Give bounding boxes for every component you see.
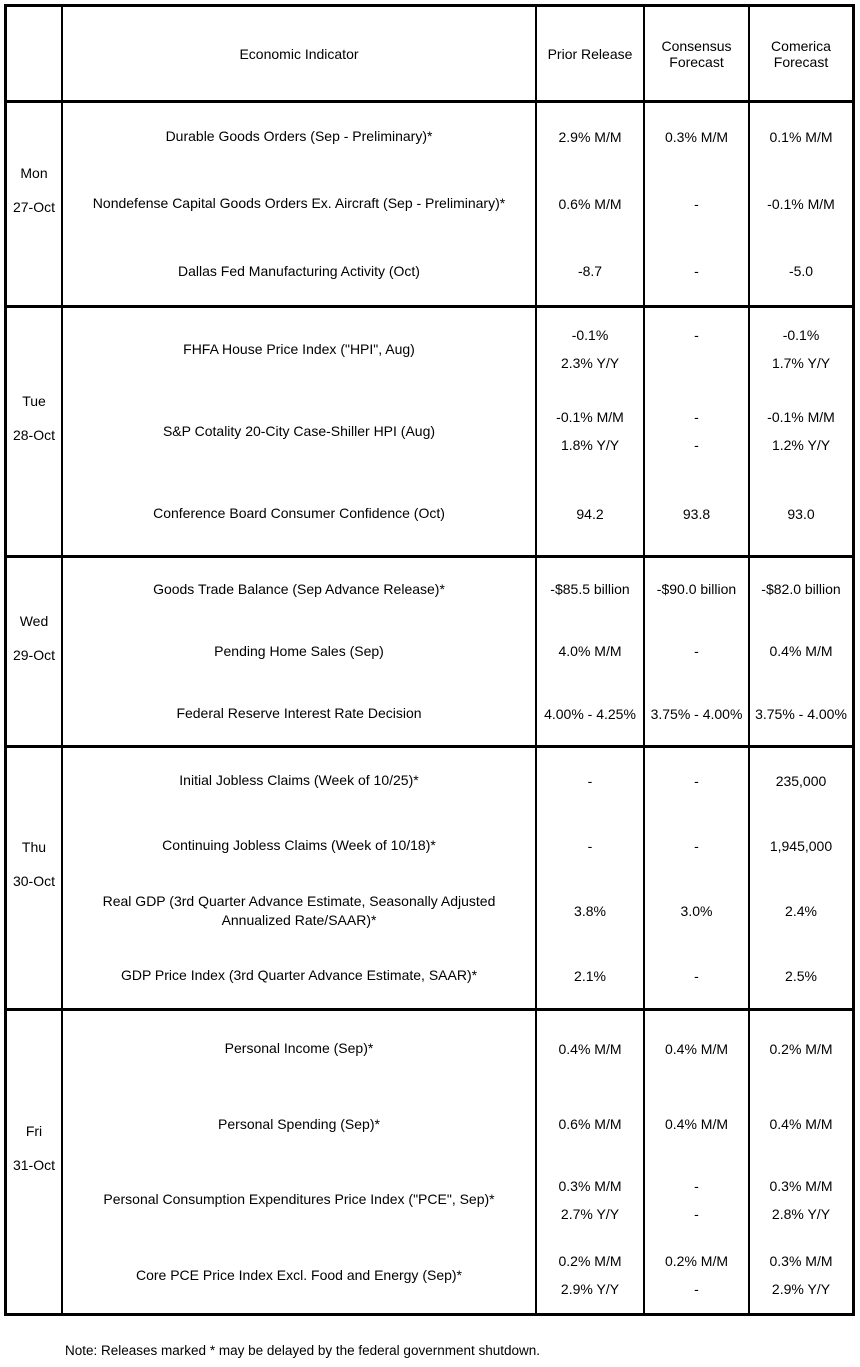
consensus-value: - [694, 1205, 699, 1222]
prior-release-value: 1.8% Y/Y [560, 437, 620, 454]
consensus-value [694, 349, 699, 377]
indicator-cell [63, 620, 537, 682]
consensus-value: 0.2% M/M [664, 1253, 728, 1270]
table-row [63, 308, 852, 390]
comerica-value: 0.4% M/M [769, 1116, 833, 1133]
day-name: Thu [21, 839, 47, 855]
consensus-value: 0.4% M/M [664, 1040, 728, 1057]
comerica-value: 1.2% Y/Y [771, 437, 831, 454]
prior-release-cell [537, 170, 645, 237]
consensus-forecast-cell [645, 1238, 750, 1314]
day-date: 28-Oct [12, 426, 55, 443]
day-name: Fri [25, 1123, 43, 1139]
table-row [63, 683, 852, 745]
prior-release-value: -8.7 [577, 263, 603, 280]
comerica-forecast-cell [750, 558, 852, 620]
prior-release-cell [537, 238, 645, 305]
indicator-label: Initial Jobless Claims (Week of 10/25)* [179, 772, 419, 788]
table-row [63, 473, 852, 555]
consensus-forecast-cell [645, 683, 750, 745]
consensus-forecast-cell [645, 620, 750, 682]
indicator-cell [63, 1087, 537, 1163]
consensus-forecast-cell [645, 1087, 750, 1163]
prior-release-cell [537, 308, 645, 390]
day-cell [7, 103, 63, 305]
header-comerica-forecast: Comerica Forecast [771, 37, 831, 70]
comerica-forecast-cell [750, 473, 852, 555]
indicator-cell [63, 1238, 537, 1314]
table-header-row [7, 7, 852, 100]
table-row [63, 103, 852, 170]
indicator-cell [63, 473, 537, 555]
indicator-cell [63, 878, 537, 943]
consensus-value: - [694, 837, 699, 854]
comerica-value: -5.0 [788, 263, 814, 280]
day-name: Mon [20, 165, 48, 181]
indicator-cell [63, 813, 537, 878]
comerica-value: 235,000 [775, 772, 827, 789]
prior-release-cell [537, 620, 645, 682]
table-row [63, 943, 852, 1008]
comerica-forecast-cell [750, 878, 852, 943]
comerica-value: 0.4% M/M [769, 643, 833, 660]
comerica-value: 2.4% [785, 902, 817, 919]
consensus-forecast-cell [645, 558, 750, 620]
comerica-value: 3.75% - 4.00% [755, 705, 847, 722]
comerica-forecast-cell [750, 390, 852, 472]
header-consensus-forecast: Consensus Forecast [645, 7, 750, 100]
comerica-forecast-cell [750, 308, 852, 390]
table-row [63, 170, 852, 237]
comerica-value: 2.9% Y/Y [771, 1281, 831, 1298]
comerica-forecast-cell [750, 683, 852, 745]
consensus-value: 3.75% - 4.00% [650, 705, 743, 722]
consensus-value: - [694, 437, 699, 454]
day-cell [7, 308, 63, 555]
table-row [63, 878, 852, 943]
consensus-value: - [694, 967, 699, 984]
prior-release-value: 2.9% Y/Y [560, 1281, 620, 1298]
prior-release-value: - [587, 837, 593, 854]
indicator-cell [63, 103, 537, 170]
consensus-value: 3.0% [680, 902, 713, 919]
indicator-cell [63, 558, 537, 620]
prior-release-cell [537, 1162, 645, 1238]
comerica-forecast-cell [750, 813, 852, 878]
indicator-cell [63, 238, 537, 305]
consensus-forecast-cell [645, 943, 750, 1008]
consensus-value: - [694, 772, 699, 789]
section-mon-27-oct [7, 100, 852, 305]
section-thu-30-oct [7, 745, 852, 1008]
day-date: 29-Oct [12, 646, 55, 663]
comerica-value: -0.1% M/M [767, 409, 835, 426]
prior-release-value: -$85.5 billion [550, 581, 630, 598]
consensus-value: 0.4% M/M [664, 1116, 728, 1133]
comerica-value: 0.1% M/M [769, 128, 833, 145]
prior-release-value: 4.0% M/M [558, 643, 622, 660]
prior-release-value: 0.6% M/M [558, 1116, 622, 1133]
consensus-forecast-cell [645, 813, 750, 878]
comerica-value: 1,945,000 [769, 837, 833, 854]
comerica-value: 93.0 [787, 505, 815, 522]
header-economic-indicator: Economic Indicator [63, 7, 537, 100]
consensus-forecast-cell [645, 238, 750, 305]
indicator-label: Continuing Jobless Claims (Week of 10/18)* [162, 837, 436, 853]
prior-release-cell [537, 103, 645, 170]
prior-release-cell [537, 943, 645, 1008]
section-fri-31-oct [7, 1008, 852, 1313]
comerica-forecast-cell [750, 1162, 852, 1238]
comerica-value: -0.1% [782, 327, 820, 344]
prior-release-value: 0.2% M/M [558, 1253, 622, 1270]
indicator-label: Core PCE Price Index Excl. Food and Energy (Sep)* [135, 1266, 463, 1283]
indicator-cell [63, 1162, 537, 1238]
section-wed-29-oct [7, 555, 852, 745]
indicator-label: Goods Trade Balance (Sep Advance Release)* [153, 580, 445, 597]
prior-release-value: -0.1% M/M [556, 409, 624, 426]
consensus-forecast-cell [645, 390, 750, 472]
indicator-label: S&P Cotality 20-City Case-Shiller HPI (Aug) [162, 422, 436, 439]
comerica-forecast-cell [750, 943, 852, 1008]
consensus-forecast-cell [645, 473, 750, 555]
consensus-forecast-cell [645, 308, 750, 390]
table-row [63, 238, 852, 305]
table-row [63, 1162, 852, 1238]
consensus-forecast-cell [645, 1011, 750, 1087]
comerica-value: 2.8% Y/Y [771, 1205, 831, 1222]
indicator-cell [63, 683, 537, 745]
comerica-value: 0.3% M/M [769, 1177, 833, 1194]
consensus-value: - [694, 643, 699, 660]
comerica-value: -$82.0 billion [761, 581, 841, 598]
section-rows [63, 558, 852, 745]
section-rows [63, 748, 852, 1008]
indicator-label: FHFA House Price Index ("HPI", Aug) [183, 340, 415, 357]
comerica-forecast-cell [750, 748, 852, 813]
table-row [63, 748, 852, 813]
day-cell [7, 1011, 63, 1313]
indicator-label: Durable Goods Orders (Sep - Preliminary)* [165, 128, 433, 145]
indicator-label: Conference Board Consumer Confidence (Oct) [153, 505, 445, 522]
prior-release-value: 2.1% [574, 967, 606, 984]
table-row [63, 1011, 852, 1087]
table-row [63, 1238, 852, 1314]
indicator-label: Real GDP (3rd Quarter Advance Estimate, Seasonally Adjusted Annualized Rate/SAAR)* [102, 892, 496, 928]
header-day-cell [7, 7, 63, 100]
indicator-cell [63, 390, 537, 472]
prior-release-value: 4.00% - 4.25% [544, 705, 636, 722]
consensus-forecast-cell [645, 103, 750, 170]
consensus-forecast-cell [645, 170, 750, 237]
prior-release-value: 2.9% M/M [558, 128, 622, 145]
indicator-cell [63, 170, 537, 237]
prior-release-value: 94.2 [576, 505, 604, 522]
consensus-value: - [694, 1281, 699, 1298]
prior-release-cell [537, 813, 645, 878]
table-row [63, 813, 852, 878]
header-prior-release: Prior Release [537, 7, 645, 100]
prior-release-cell [537, 683, 645, 745]
indicator-cell [63, 748, 537, 813]
table-row [63, 1087, 852, 1163]
comerica-forecast-cell [750, 1011, 852, 1087]
comerica-value: 0.2% M/M [769, 1040, 833, 1057]
comerica-value: 0.3% M/M [769, 1253, 833, 1270]
consensus-value: - [694, 409, 699, 426]
comerica-value: 1.7% Y/Y [771, 355, 831, 372]
indicator-label: GDP Price Index (3rd Quarter Advance Estimate, SAAR)* [120, 967, 478, 983]
prior-release-cell [537, 1087, 645, 1163]
consensus-value: 93.8 [682, 505, 711, 522]
consensus-value: - [694, 327, 699, 344]
indicator-cell [63, 943, 537, 1008]
section-tue-28-oct [7, 305, 852, 555]
prior-release-value: 2.3% Y/Y [560, 355, 620, 372]
indicator-label: Personal Spending (Sep)* [218, 1115, 380, 1132]
comerica-value: 2.5% [785, 967, 817, 984]
day-name: Wed [19, 612, 49, 629]
prior-release-value: 0.4% M/M [558, 1040, 622, 1057]
consensus-forecast-cell [645, 878, 750, 943]
prior-release-cell [537, 878, 645, 943]
indicator-cell [63, 308, 537, 390]
prior-release-cell [537, 558, 645, 620]
consensus-value: - [694, 1177, 699, 1194]
indicator-cell [63, 1011, 537, 1087]
prior-release-value: 3.8% [574, 902, 606, 919]
prior-release-value: -0.1% [571, 327, 609, 344]
indicator-label: Personal Income (Sep)* [224, 1040, 374, 1057]
consensus-forecast-cell [645, 748, 750, 813]
day-date: 27-Oct [12, 199, 55, 215]
day-name: Tue [22, 392, 46, 409]
table-row [63, 620, 852, 682]
prior-release-cell [537, 390, 645, 472]
table-row [63, 390, 852, 472]
consensus-value: -$90.0 billion [656, 581, 737, 598]
economic-calendar-table [4, 4, 855, 1316]
prior-release-cell [537, 748, 645, 813]
prior-release-cell [537, 1011, 645, 1087]
indicator-label: Pending Home Sales (Sep) [214, 642, 384, 659]
footnote: Note: Releases marked * may be delayed by the federal government shutdown. [65, 1343, 541, 1358]
indicator-label: Dallas Fed Manufacturing Activity (Oct) [178, 262, 420, 279]
day-date: 31-Oct [12, 1157, 55, 1173]
comerica-forecast-cell [750, 1238, 852, 1314]
table-row [63, 558, 852, 620]
section-rows [63, 103, 852, 305]
prior-release-value: 2.7% Y/Y [560, 1205, 620, 1222]
indicator-label: Personal Consumption Expenditures Price Index ("PCE", Sep)* [103, 1191, 495, 1208]
prior-release-cell [537, 1238, 645, 1314]
indicator-label: Nondefense Capital Goods Orders Ex. Aircraft (Sep - Preliminary)* [92, 195, 506, 212]
indicator-label: Federal Reserve Interest Rate Decision [176, 705, 422, 722]
day-date: 30-Oct [12, 873, 55, 889]
prior-release-cell [537, 473, 645, 555]
comerica-forecast-cell [750, 238, 852, 305]
prior-release-value: 0.6% M/M [558, 195, 622, 212]
prior-release-value: - [587, 772, 593, 789]
comerica-forecast-cell [750, 103, 852, 170]
consensus-value: 0.3% M/M [664, 128, 728, 145]
section-rows [63, 308, 852, 555]
consensus-value: - [694, 263, 699, 280]
comerica-value: -0.1% M/M [767, 195, 835, 212]
prior-release-value: 0.3% M/M [558, 1177, 622, 1194]
day-cell [7, 558, 63, 745]
consensus-forecast-cell [645, 1162, 750, 1238]
section-rows [63, 1011, 852, 1313]
consensus-value: - [694, 195, 699, 212]
comerica-forecast-cell [750, 170, 852, 237]
comerica-forecast-cell [750, 1087, 852, 1163]
comerica-forecast-cell [750, 620, 852, 682]
day-cell [7, 748, 63, 1008]
